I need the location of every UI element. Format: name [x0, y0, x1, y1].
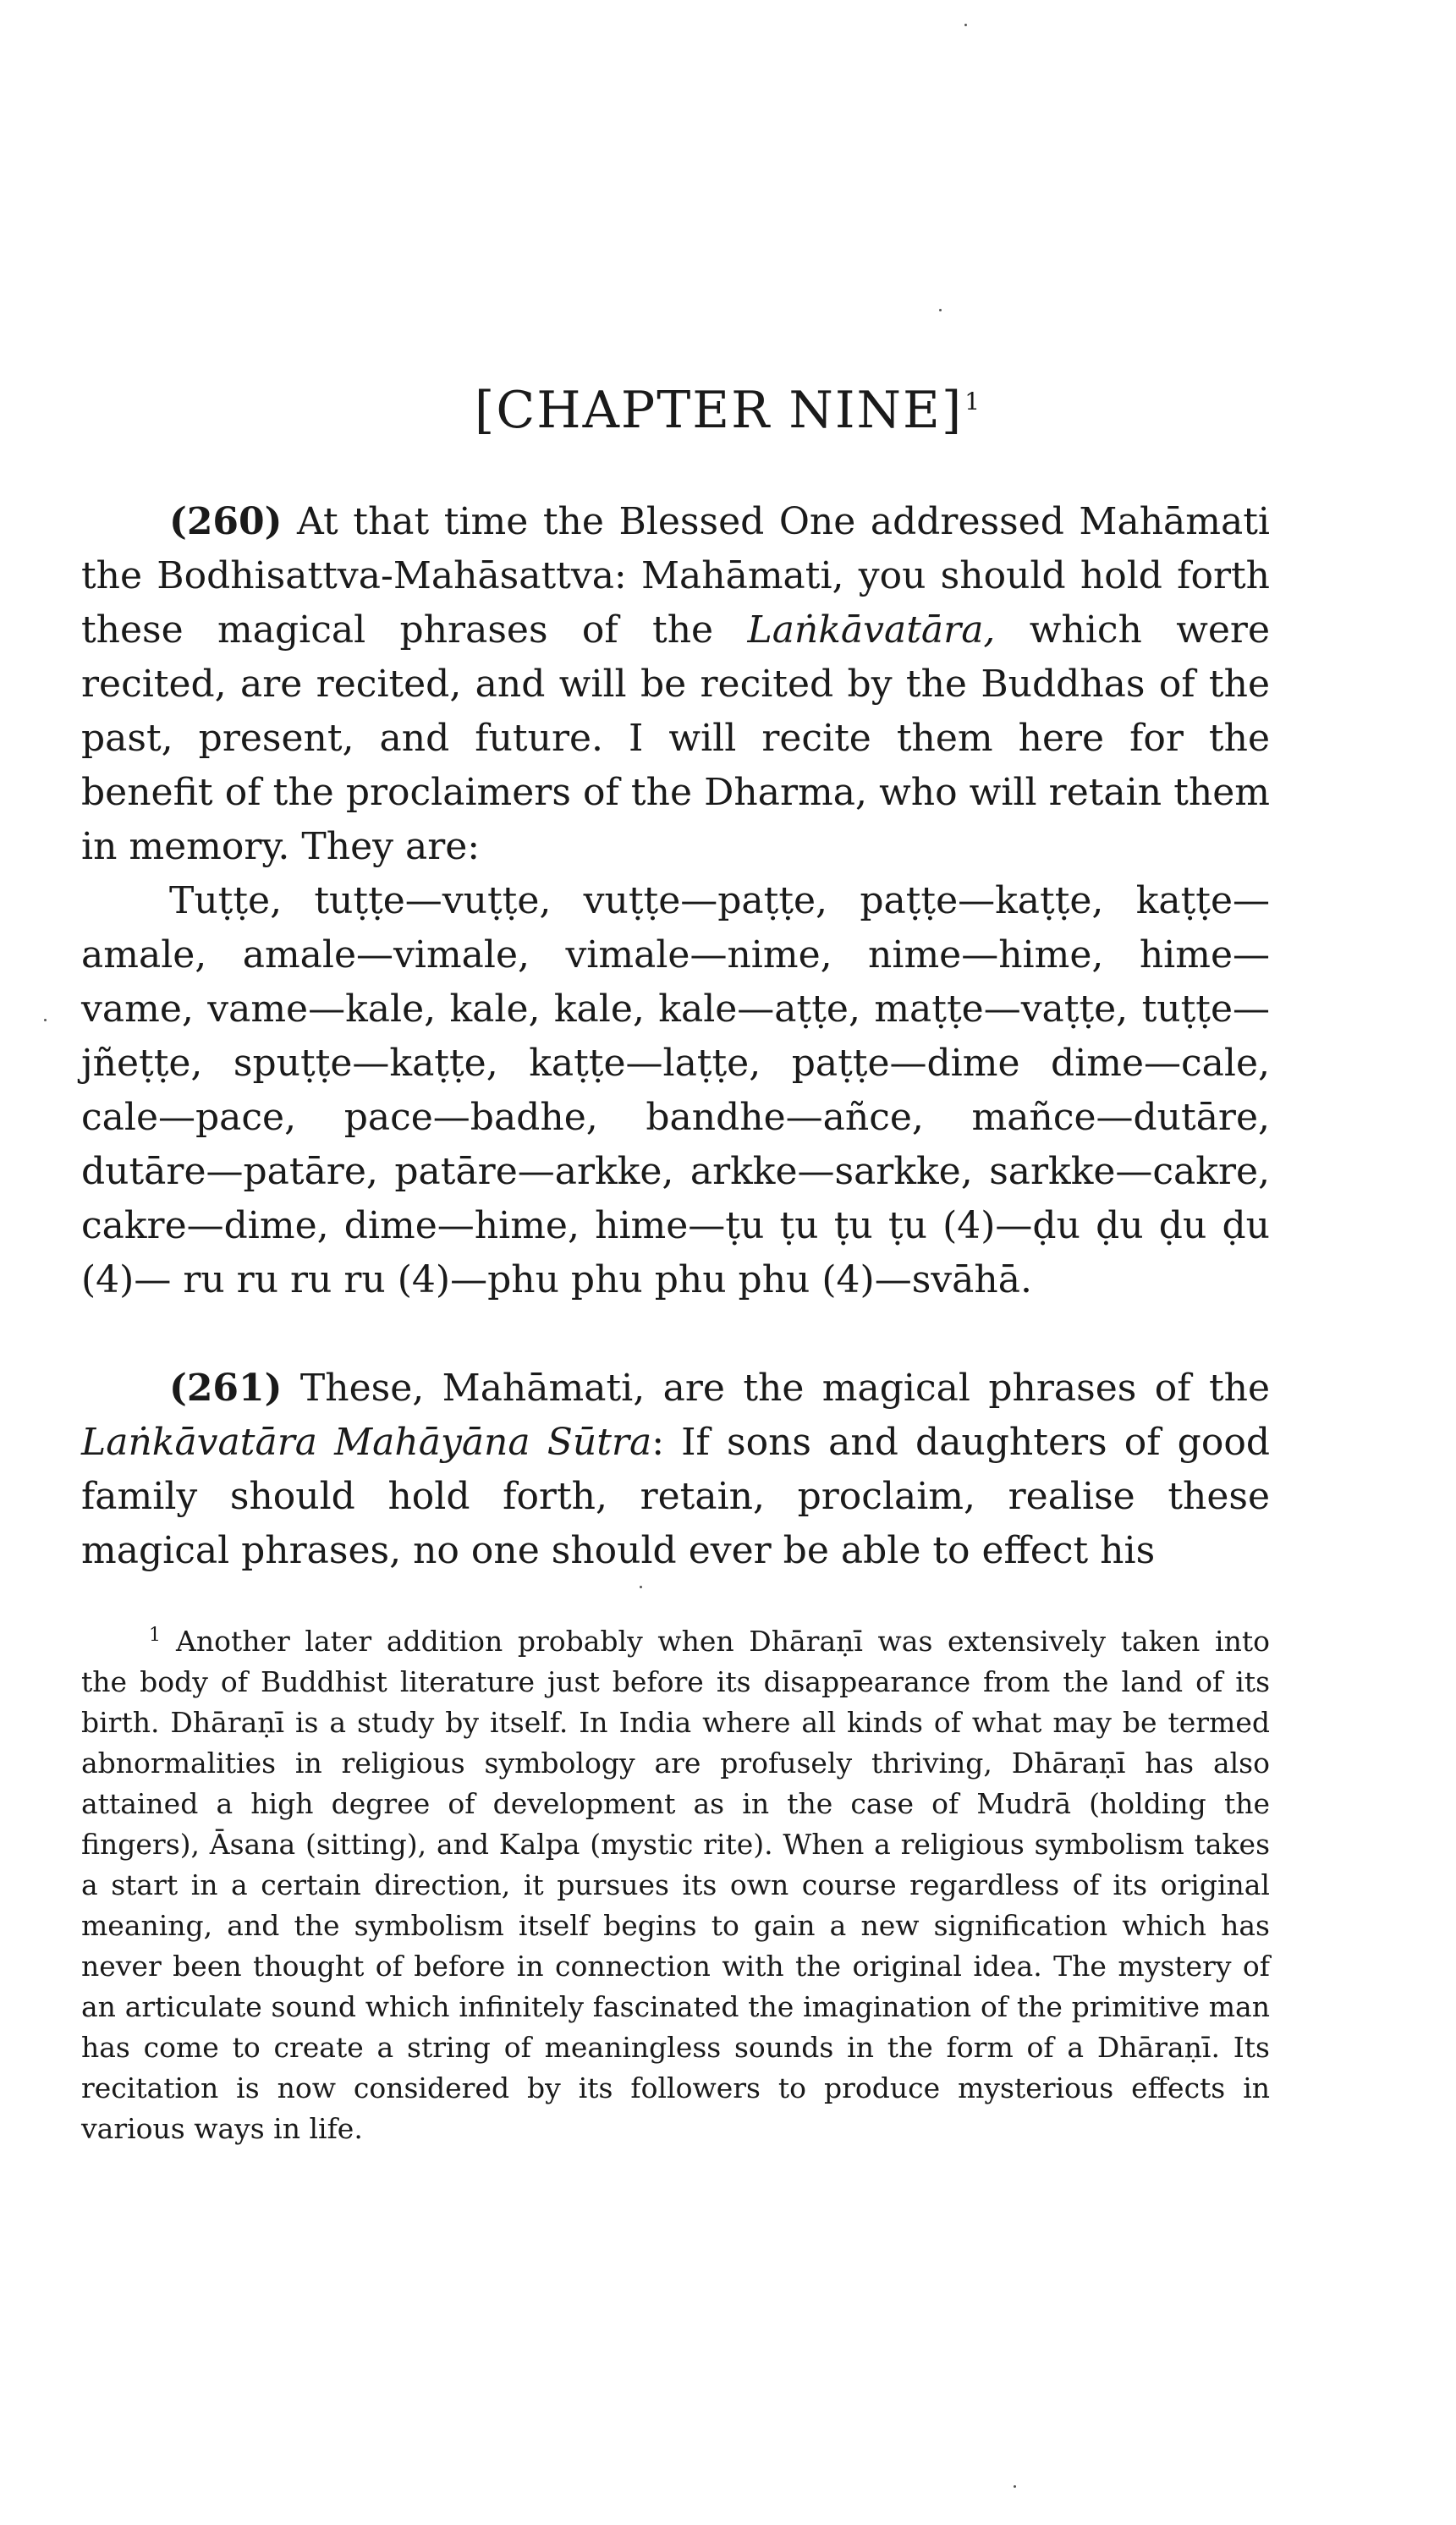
footnote-reference: 1 [964, 388, 982, 415]
paragraph-260 [81, 495, 1270, 874]
work-title: Laṅkāvatāra, [747, 608, 996, 652]
paragraph-text: At that time the Blessed One addressed Mahāmati the Bodhisattva-Mahāsattva: Mahāmati, you should hold forth these magical phrases of the [81, 500, 1270, 652]
paragraph-text: : If sons and daughters of good family should hold forth, retain, proclaim, realise these magical phrases, no one should ever be able to effect his [81, 1421, 1270, 1572]
paragraph-261 [81, 1362, 1270, 1578]
paper-speck [1014, 2485, 1016, 2488]
work-title: Laṅkāvatāra Mahāyāna Sūtra [81, 1421, 652, 1464]
paper-speck [964, 24, 967, 26]
paper-speck [44, 1019, 47, 1021]
paper-speck [939, 309, 942, 311]
footnote [81, 1621, 1270, 2149]
footnote-text: Another later addition probably when Dhāraṇī was extensively taken into the body of Buddhist literature just before its disappearance from the land of its birth. Dhāraṇī is a study by itself. In India where all kinds of what may be termed abnormalities in religious symbology are profusely thriving, Dhāraṇī has also attained a high degree of development as in the case of Mudrā (holding the fingers), Āsana (sitting), and Kalpa (mystic rite). When a religious symbolism takes a start in a certain direction, it pursues its own course regardless of its original meaning, and the symbolism itself begins to gain a new signification which has never been thought of before in connection with the original idea. The mystery of an articulate sound which infinitely fascinated the imagination of the primitive man has come to create a string of meaningless sounds in the form of a Dhāraṇī. Its recitation is now considered by its followers to produce mysterious effects in various ways in life. [81, 1625, 1270, 2145]
dharani-text: Tuṭṭe, tuṭṭe—vuṭṭe, vuṭṭe—paṭṭe, paṭṭe—kaṭṭe, kaṭṭe—amale, amale—vimale, vimale—nime, nime—hime, hime—vame, vame—kale, kale, kale, kale—aṭṭe, maṭṭe—vaṭṭe, tuṭṭe—jñeṭṭe, spuṭṭe—kaṭṭe, kaṭṭe—laṭṭe, paṭṭe—dime dime—cale, cale—pace, pace—badhe, bandhe—añce, mañce—dutāre, dutāre—patāre, patāre—arkke, arkke—sarkke, sarkke—cakre, cakre—dime, dime—hime, hime—ṭu ṭu ṭu ṭu (4)—ḍu ḍu ḍu ḍu (4)— ru ru ru ru (4)—phu phu phu phu (4)—svāhā. [81, 879, 1270, 1301]
paragraph-number: (260) [169, 500, 283, 543]
paragraph-number: (261) [169, 1367, 283, 1410]
dharani-paragraph [81, 874, 1270, 1307]
paper-speck [640, 1586, 642, 1588]
footnote-mark: 1 [149, 1625, 161, 1646]
paragraph-text: These, Mahāmati, are the magical phrases of the [282, 1367, 1270, 1410]
paragraph-text: which were recited, are recited, and will be recited by the Buddhas of the past, present, and future. I will recite them here for the benefit of the proclaimers of the Dharma, who will retain them in memory. They are: [81, 608, 1270, 868]
chapter-title [0, 381, 1456, 440]
chapter-title-text: [CHAPTER NINE] [474, 381, 964, 440]
